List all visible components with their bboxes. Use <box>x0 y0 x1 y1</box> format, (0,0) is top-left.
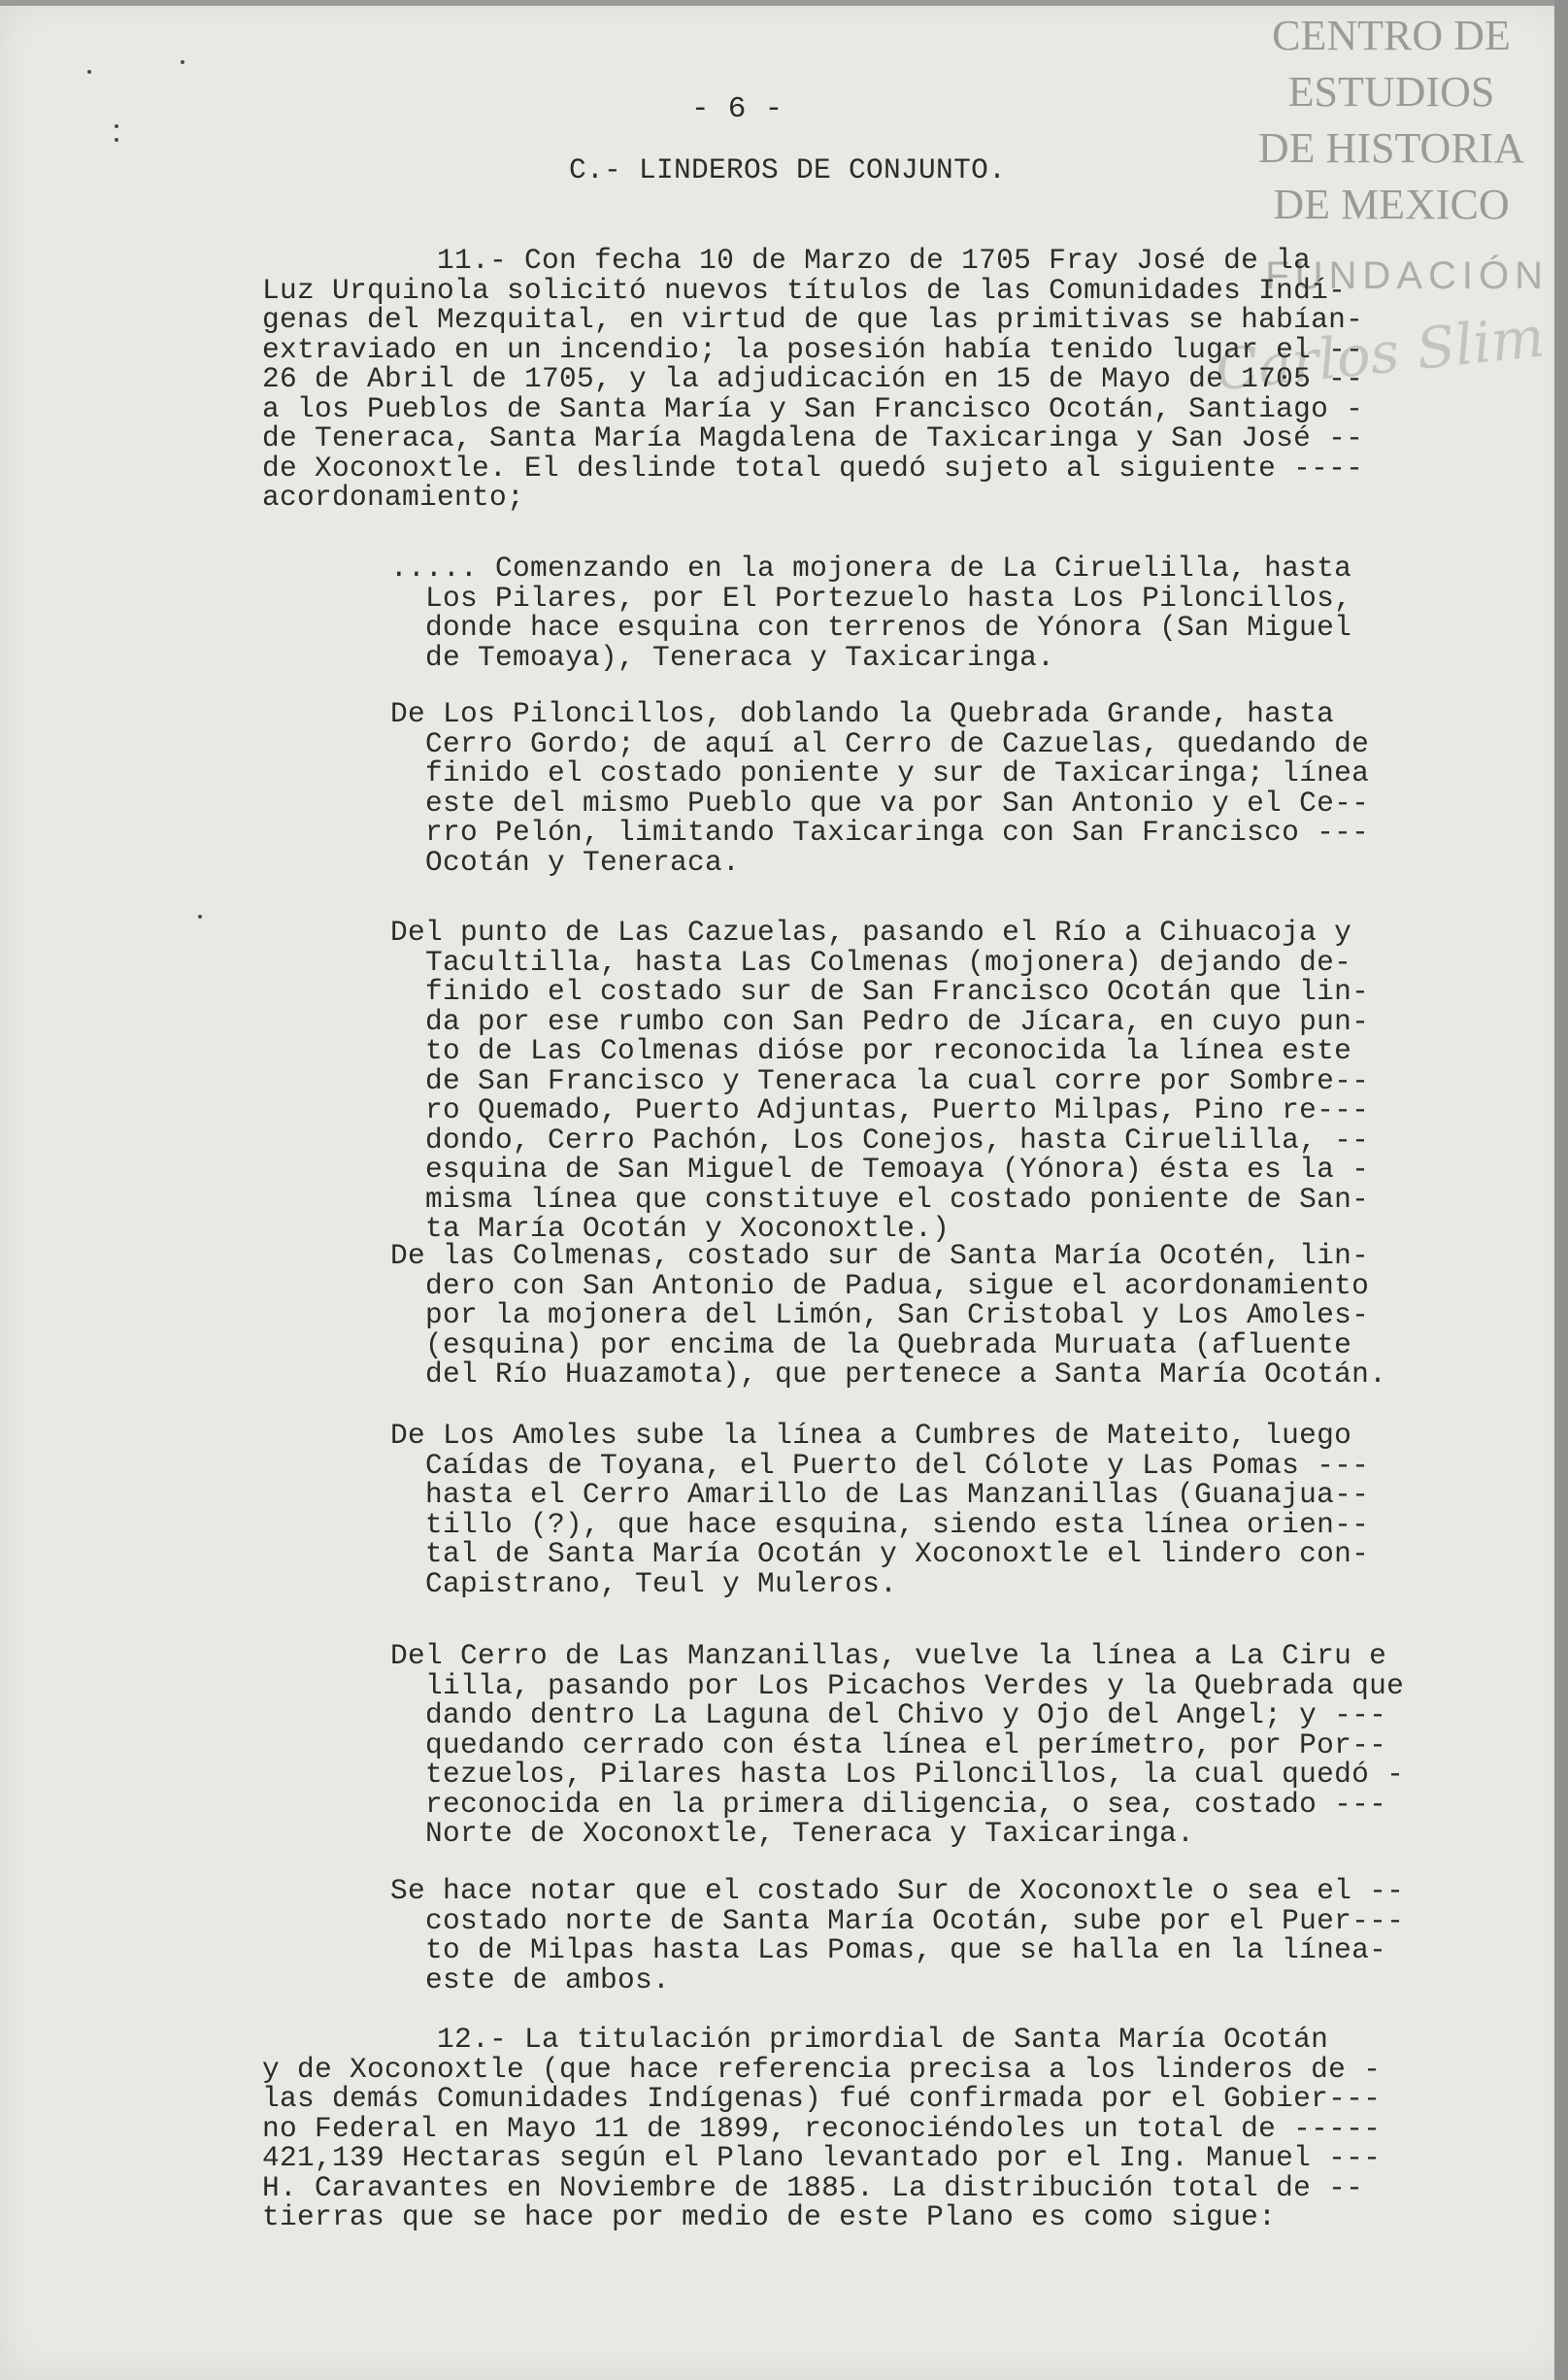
scan-edge-right <box>1554 0 1568 2380</box>
paragraph-12: 12.- La titulación primordial de Santa María Ocotán y de Xoconoxtle (que hace referencia precisa a los linderos de - las demás Comunidades Indígenas) fué confirmada por el Gobier--- no Federal en Mayo 11 de 1899, reconociéndoles un total de ----- 421,139 Hectaras según el Plano levantado por el Ing. Manuel --- H. Caravantes en Noviembre de 1885. La distribución total de -- tierras que se hace por medio de este Plano es como sigue: <box>262 2023 1382 2233</box>
boundary-paragraph-5: De Los Amoles sube la línea a Cumbres de Mateito, luego Caídas de Toyana, el Puerto del Cólote y Las Pomas --- hasta el Cerro Amarillo de Las Manzanillas (Guanajua-- tillo (?), que hace esquina, siendo esta línea orien-- tal de Santa María Ocotán y Xoconoxtle el lindero con- Capistrano, Teul y Muleros. <box>390 1419 1370 1600</box>
boundary-paragraph-3: Del punto de Las Cazuelas, pasando el Río a Cihuacoja y Tacultilla, hasta Las Colmenas (mojonera) dejando de- finido el costado sur de San Francisco Ocotán que lin- da por ese rumbo con San Pedro de Jícara, en cuyo pun- to de Las Colmenas dióse por reconocida la línea este de San Francisco y Teneraca la cual corre por Sombre-- ro Quemado, Puerto Adjuntas, Puerto Milpas, Pino re--- dondo, Cerro Pachón, Los Conejos, hasta Ciruelilla, -- esquina de San Miguel de Temoaya (Yónora) ésta es la - misma línea que constituye el costado poniente de San- ta María Ocotán y Xoconoxtle.) <box>390 916 1370 1245</box>
boundary-paragraph-4: De las Colmenas, costado sur de Santa María Ocotén, lin- dero con San Antonio de Padua, sigue el acordonamiento por la mojonera del Limón, San Cristobal y Los Amoles- (esquina) por encima de la Quebrada Muruata (afluente del Río Huazamota), que pertenece a Santa María Ocotán. <box>390 1239 1387 1391</box>
watermark-line-2: ESTUDIOS <box>1287 68 1495 116</box>
paragraph-11: 11.- Con fecha 10 de Marzo de 1705 Fray José de la Luz Urquinola solicitó nuevos títulos de las Comunidades Indí- genas del Mezquital, en virtud de que las primitivas se habían- extraviado en un incendio; la posesión había tenido lugar el -- 26 de Abril de 1705, y la adjudicación en 15 de Mayo de 1705 -- a los Pueblos de Santa María y San Francisco Ocotán, Santiago - de Teneraca, Santa María Magdalena de Taxicaringa y San José -- de Xoconoxtle. El deslinde total quedó sujeto al siguiente ---- acordonamiento; <box>262 244 1364 514</box>
archive-watermark <box>1236 8 1547 233</box>
paper-speck <box>181 60 184 64</box>
section-title: C.- LINDEROS DE CONJUNTO. <box>569 153 1007 186</box>
boundary-paragraph-7: Se hace notar que el costado Sur de Xoconoxtle o sea el -- costado norte de Santa María Ocotán, sube por el Puer--- to de Milpas hasta Las Pomas, que se halla en la línea- este de ambos. <box>390 1874 1405 1996</box>
paper-speck <box>115 138 118 142</box>
watermark-line-3: DE HISTORIA <box>1257 124 1525 172</box>
boundary-paragraph-2: De Los Piloncillos, doblando la Quebrada Grande, hasta Cerro Gordo; de aquí al Cerro de Cazuelas, quedando de finido el costado poniente y sur de Taxicaringa; línea este del mismo Pueblo que va por San Antonio y el Ce-- rro Pelón, limitando Taxicaringa con San Francisco --- Ocotán y Teneraca. <box>390 697 1370 879</box>
boundary-paragraph-6: Del Cerro de Las Manzanillas, vuelve la línea a La Ciru e lilla, pasando por Los Picachos Verdes y la Quebrada que dando dentro La Laguna del Chivo y Ojo del Angel; y --- quedando cerrado con ésta línea el perímetro, por Por-- tezuelos, Pilares hasta Los Piloncillos, la cual quedó - reconocida en la primera diligencia, o sea, costado --- Norte de Xoconoxtle, Teneraca y Taxicaringa. <box>390 1639 1405 1850</box>
watermark-line-1: CENTRO DE <box>1272 12 1511 59</box>
watermark-line-4: DE MEXICO <box>1273 181 1510 228</box>
paper-speck <box>198 915 202 919</box>
scan-edge-top <box>0 0 1568 6</box>
paper-speck <box>115 124 118 128</box>
watermark-signature: Carlos Slim <box>1212 303 1548 404</box>
paper-speck <box>87 70 91 74</box>
boundary-paragraph-1: ..... Comenzando en la mojonera de La Ciruelilla, hasta Los Pilares, por El Portezuelo hasta Los Piloncillos, donde hace esquina con terrenos de Yónora (San Miguel de Temoaya), Teneraca y Taxicaringa. <box>390 552 1352 674</box>
watermark-fundacion: FUNDACIÓN <box>1265 254 1549 297</box>
page-number: - 6 - <box>691 92 784 126</box>
